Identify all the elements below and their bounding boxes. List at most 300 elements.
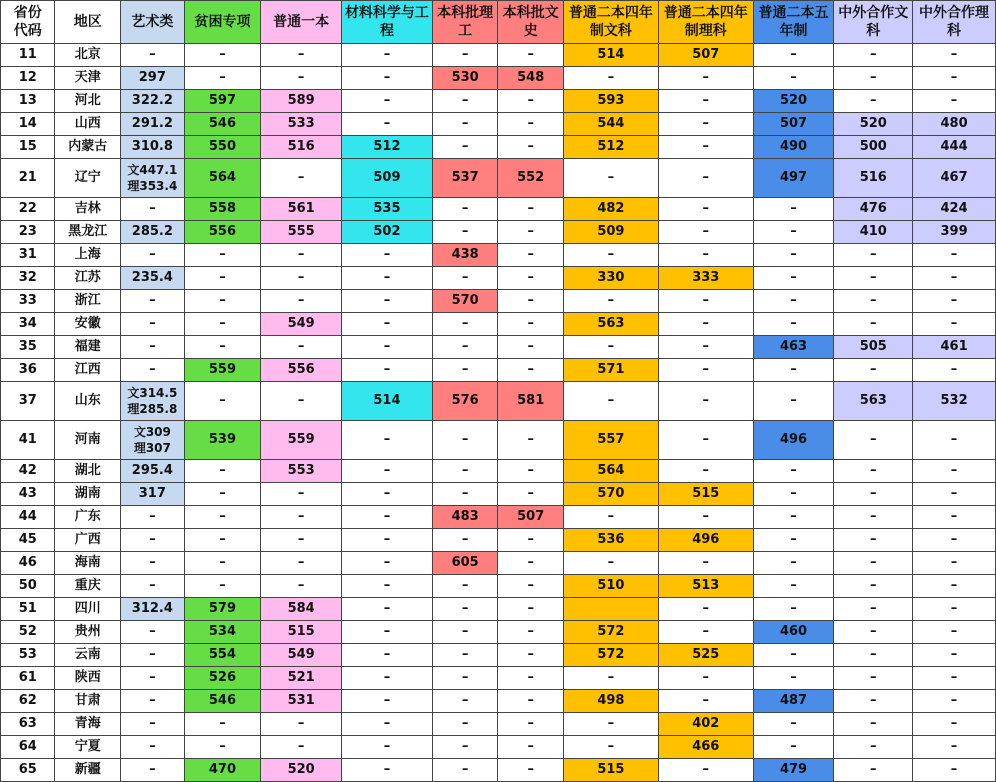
cell-normal: – bbox=[261, 506, 342, 529]
cell-art: 295.4 bbox=[121, 460, 185, 483]
cell-code: 63 bbox=[1, 713, 55, 736]
table-row bbox=[1, 690, 996, 713]
cell-cnsci: 480 bbox=[913, 113, 996, 136]
cell-five: 497 bbox=[753, 159, 834, 198]
cell-cnlit: 476 bbox=[834, 198, 913, 221]
cell-cnsci: – bbox=[913, 244, 996, 267]
cell-lit4: – bbox=[564, 713, 659, 736]
cell-mat: – bbox=[342, 244, 433, 267]
cell-sci4: – bbox=[658, 136, 753, 159]
cell-code: 61 bbox=[1, 667, 55, 690]
cell-normal: – bbox=[261, 159, 342, 198]
cell-cnsci: – bbox=[913, 736, 996, 759]
cell-cnsci: – bbox=[913, 759, 996, 782]
cell-mat: 514 bbox=[342, 382, 433, 421]
cell-region: 湖北 bbox=[55, 460, 121, 483]
cell-five: – bbox=[753, 736, 834, 759]
cell-region: 江苏 bbox=[55, 267, 121, 290]
cell-region: 广东 bbox=[55, 506, 121, 529]
cell-mat: – bbox=[342, 552, 433, 575]
table-row bbox=[1, 244, 996, 267]
cell-sci: – bbox=[432, 667, 498, 690]
table-row bbox=[1, 382, 996, 421]
cell-normal: 584 bbox=[261, 598, 342, 621]
cell-cnlit: – bbox=[834, 759, 913, 782]
cell-code: 51 bbox=[1, 598, 55, 621]
cell-art: – bbox=[121, 736, 185, 759]
cell-code: 11 bbox=[1, 44, 55, 67]
cell-cnlit: – bbox=[834, 667, 913, 690]
table-row bbox=[1, 529, 996, 552]
cell-art: – bbox=[121, 759, 185, 782]
cell-art: 文314.5 理285.8 bbox=[121, 382, 185, 421]
cell-five: 520 bbox=[753, 90, 834, 113]
cell-lit: – bbox=[498, 575, 564, 598]
cell-lit: – bbox=[498, 198, 564, 221]
cell-sci4: – bbox=[658, 506, 753, 529]
cell-region: 内蒙古 bbox=[55, 136, 121, 159]
cell-mat: 502 bbox=[342, 221, 433, 244]
cell-normal: – bbox=[261, 336, 342, 359]
cell-cnlit: – bbox=[834, 421, 913, 460]
cell-region: 海南 bbox=[55, 552, 121, 575]
cell-lit4: 572 bbox=[564, 621, 659, 644]
cell-poverty: – bbox=[184, 713, 261, 736]
cell-sci4: 507 bbox=[658, 44, 753, 67]
cell-cnlit: – bbox=[834, 267, 913, 290]
cell-region: 北京 bbox=[55, 44, 121, 67]
table-row bbox=[1, 44, 996, 67]
cell-lit4: – bbox=[564, 382, 659, 421]
cell-lit: – bbox=[498, 690, 564, 713]
cell-poverty: 550 bbox=[184, 136, 261, 159]
cell-region: 吉林 bbox=[55, 198, 121, 221]
cell-code: 31 bbox=[1, 244, 55, 267]
cell-lit: – bbox=[498, 221, 564, 244]
cell-five: 496 bbox=[753, 421, 834, 460]
cell-sci4: 496 bbox=[658, 529, 753, 552]
cell-five: – bbox=[753, 529, 834, 552]
cell-code: 37 bbox=[1, 382, 55, 421]
cell-region: 江西 bbox=[55, 359, 121, 382]
cell-five: – bbox=[753, 667, 834, 690]
cell-region: 广西 bbox=[55, 529, 121, 552]
cell-sci4: 515 bbox=[658, 483, 753, 506]
table-row bbox=[1, 644, 996, 667]
cell-sci4: – bbox=[658, 290, 753, 313]
cell-code: 33 bbox=[1, 290, 55, 313]
cell-lit4: 330 bbox=[564, 267, 659, 290]
cell-art: – bbox=[121, 575, 185, 598]
cell-mat: – bbox=[342, 736, 433, 759]
cell-sci4: – bbox=[658, 90, 753, 113]
cell-lit4: 498 bbox=[564, 690, 659, 713]
cell-mat: 512 bbox=[342, 136, 433, 159]
header-materials-science: 材料科学与工程 bbox=[342, 1, 433, 44]
cell-mat: – bbox=[342, 690, 433, 713]
cell-lit4 bbox=[564, 598, 659, 621]
header-poverty-special: 贫困专项 bbox=[184, 1, 261, 44]
cell-art: – bbox=[121, 313, 185, 336]
cell-code: 43 bbox=[1, 483, 55, 506]
cell-cnlit: – bbox=[834, 621, 913, 644]
cell-normal: 533 bbox=[261, 113, 342, 136]
cell-cnsci: – bbox=[913, 267, 996, 290]
cell-art: – bbox=[121, 290, 185, 313]
cell-sci: – bbox=[432, 313, 498, 336]
cell-cnlit: – bbox=[834, 90, 913, 113]
cell-cnsci: – bbox=[913, 460, 996, 483]
cell-lit4: – bbox=[564, 667, 659, 690]
cell-code: 65 bbox=[1, 759, 55, 782]
cell-sci4: – bbox=[658, 336, 753, 359]
cell-normal: – bbox=[261, 575, 342, 598]
cell-lit4: 482 bbox=[564, 198, 659, 221]
cell-cnsci: – bbox=[913, 598, 996, 621]
cell-sci: – bbox=[432, 736, 498, 759]
cell-cnlit: – bbox=[834, 460, 913, 483]
cell-cnlit: – bbox=[834, 359, 913, 382]
table-row bbox=[1, 552, 996, 575]
cell-poverty: 558 bbox=[184, 198, 261, 221]
cell-region: 福建 bbox=[55, 336, 121, 359]
cell-mat: – bbox=[342, 621, 433, 644]
cell-sci: – bbox=[432, 113, 498, 136]
cell-normal: 556 bbox=[261, 359, 342, 382]
cell-normal: 559 bbox=[261, 421, 342, 460]
cell-cnlit: 520 bbox=[834, 113, 913, 136]
cell-cnlit: – bbox=[834, 483, 913, 506]
cell-sci: – bbox=[432, 267, 498, 290]
cell-lit: 552 bbox=[498, 159, 564, 198]
cell-lit: – bbox=[498, 290, 564, 313]
cell-five: – bbox=[753, 244, 834, 267]
cell-normal: 549 bbox=[261, 313, 342, 336]
cell-poverty: – bbox=[184, 483, 261, 506]
cell-sci4: – bbox=[658, 221, 753, 244]
cell-sci4: – bbox=[658, 421, 753, 460]
cell-lit4: 514 bbox=[564, 44, 659, 67]
table-row bbox=[1, 336, 996, 359]
cell-region: 河南 bbox=[55, 421, 121, 460]
cell-art: – bbox=[121, 506, 185, 529]
cell-lit4: 536 bbox=[564, 529, 659, 552]
cell-cnlit: – bbox=[834, 736, 913, 759]
cell-cnlit: – bbox=[834, 713, 913, 736]
cell-sci: – bbox=[432, 621, 498, 644]
cell-lit: – bbox=[498, 359, 564, 382]
cell-art: – bbox=[121, 198, 185, 221]
table-row bbox=[1, 267, 996, 290]
cell-lit: – bbox=[498, 113, 564, 136]
cell-normal: – bbox=[261, 244, 342, 267]
cell-sci4: 333 bbox=[658, 267, 753, 290]
cell-normal: – bbox=[261, 713, 342, 736]
cell-five: – bbox=[753, 506, 834, 529]
cell-five: – bbox=[753, 552, 834, 575]
cell-sci4: – bbox=[658, 198, 753, 221]
header-second-tier-4yr-science: 普通二本四年制理科 bbox=[658, 1, 753, 44]
cell-cnsci: – bbox=[913, 621, 996, 644]
cell-poverty: – bbox=[184, 736, 261, 759]
table-row bbox=[1, 159, 996, 198]
cell-normal: – bbox=[261, 529, 342, 552]
cell-cnlit: – bbox=[834, 598, 913, 621]
cell-region: 重庆 bbox=[55, 575, 121, 598]
cell-art: – bbox=[121, 44, 185, 67]
cell-art: – bbox=[121, 713, 185, 736]
cell-sci4: – bbox=[658, 113, 753, 136]
cell-cnsci: 424 bbox=[913, 198, 996, 221]
table-row bbox=[1, 221, 996, 244]
cell-normal: 520 bbox=[261, 759, 342, 782]
cell-five: 490 bbox=[753, 136, 834, 159]
cell-code: 44 bbox=[1, 506, 55, 529]
cell-five: – bbox=[753, 44, 834, 67]
cell-five: 487 bbox=[753, 690, 834, 713]
cell-five: – bbox=[753, 221, 834, 244]
cell-sci: – bbox=[432, 359, 498, 382]
cell-mat: – bbox=[342, 598, 433, 621]
header-second-tier-5yr: 普通二本五年制 bbox=[753, 1, 834, 44]
cell-region: 宁夏 bbox=[55, 736, 121, 759]
cell-cnsci: – bbox=[913, 90, 996, 113]
cell-normal: 555 bbox=[261, 221, 342, 244]
cell-sci4: – bbox=[658, 690, 753, 713]
cell-cnsci: – bbox=[913, 575, 996, 598]
cell-lit4: 593 bbox=[564, 90, 659, 113]
table-row bbox=[1, 506, 996, 529]
cell-normal: 549 bbox=[261, 644, 342, 667]
cell-normal: – bbox=[261, 267, 342, 290]
cell-sci4: 402 bbox=[658, 713, 753, 736]
cell-cnlit: – bbox=[834, 529, 913, 552]
cell-mat: – bbox=[342, 313, 433, 336]
table-row bbox=[1, 136, 996, 159]
cell-art: 285.2 bbox=[121, 221, 185, 244]
cell-lit4: 544 bbox=[564, 113, 659, 136]
cell-lit: – bbox=[498, 44, 564, 67]
cell-sci4: – bbox=[658, 552, 753, 575]
cell-five: – bbox=[753, 382, 834, 421]
cell-lit4: – bbox=[564, 506, 659, 529]
cell-code: 42 bbox=[1, 460, 55, 483]
cell-region: 新疆 bbox=[55, 759, 121, 782]
cell-mat: – bbox=[342, 44, 433, 67]
cell-lit: – bbox=[498, 552, 564, 575]
cell-lit: – bbox=[498, 621, 564, 644]
header-joint-program-arts: 中外合作文科 bbox=[834, 1, 913, 44]
cell-mat: – bbox=[342, 460, 433, 483]
cell-five: – bbox=[753, 598, 834, 621]
cell-lit4: 557 bbox=[564, 421, 659, 460]
header-second-tier-4yr-arts: 普通二本四年制文科 bbox=[564, 1, 659, 44]
cell-lit: – bbox=[498, 336, 564, 359]
cell-poverty: – bbox=[184, 336, 261, 359]
cell-five: 463 bbox=[753, 336, 834, 359]
cell-normal: – bbox=[261, 736, 342, 759]
cell-code: 64 bbox=[1, 736, 55, 759]
cell-mat: – bbox=[342, 290, 433, 313]
cell-sci4: – bbox=[658, 313, 753, 336]
cell-cnsci: – bbox=[913, 67, 996, 90]
cell-poverty: 539 bbox=[184, 421, 261, 460]
cell-mat: – bbox=[342, 421, 433, 460]
cell-cnlit: – bbox=[834, 244, 913, 267]
cell-lit: 507 bbox=[498, 506, 564, 529]
cell-normal: 515 bbox=[261, 621, 342, 644]
cell-mat: – bbox=[342, 336, 433, 359]
cell-sci: – bbox=[432, 421, 498, 460]
cell-sci: – bbox=[432, 690, 498, 713]
cell-code: 46 bbox=[1, 552, 55, 575]
table-row bbox=[1, 575, 996, 598]
cell-lit4: – bbox=[564, 244, 659, 267]
cell-sci4: 513 bbox=[658, 575, 753, 598]
cell-region: 辽宁 bbox=[55, 159, 121, 198]
cell-lit: – bbox=[498, 267, 564, 290]
cell-five: – bbox=[753, 713, 834, 736]
cell-poverty: – bbox=[184, 529, 261, 552]
cell-sci4: – bbox=[658, 382, 753, 421]
cell-normal: – bbox=[261, 290, 342, 313]
cell-lit4: – bbox=[564, 290, 659, 313]
cell-cnlit: 410 bbox=[834, 221, 913, 244]
cell-region: 湖南 bbox=[55, 483, 121, 506]
cell-cnlit: – bbox=[834, 552, 913, 575]
cell-cnlit: – bbox=[834, 575, 913, 598]
cell-art: 297 bbox=[121, 67, 185, 90]
cell-cnsci: – bbox=[913, 644, 996, 667]
cell-mat: – bbox=[342, 67, 433, 90]
table-row bbox=[1, 598, 996, 621]
cell-cnsci: 399 bbox=[913, 221, 996, 244]
cell-cnsci: – bbox=[913, 44, 996, 67]
cell-sci: 483 bbox=[432, 506, 498, 529]
cell-five: – bbox=[753, 198, 834, 221]
cell-poverty: – bbox=[184, 44, 261, 67]
cell-art: 文447.1 理353.4 bbox=[121, 159, 185, 198]
cell-region: 天津 bbox=[55, 67, 121, 90]
cell-poverty: – bbox=[184, 460, 261, 483]
cell-sci: 576 bbox=[432, 382, 498, 421]
cell-five: – bbox=[753, 359, 834, 382]
cell-lit: – bbox=[498, 421, 564, 460]
cell-cnlit: – bbox=[834, 506, 913, 529]
cell-code: 34 bbox=[1, 313, 55, 336]
cell-poverty: 546 bbox=[184, 690, 261, 713]
cell-cnlit: 505 bbox=[834, 336, 913, 359]
cell-poverty: 534 bbox=[184, 621, 261, 644]
cell-mat: – bbox=[342, 483, 433, 506]
cell-five: – bbox=[753, 483, 834, 506]
cell-lit: 548 bbox=[498, 67, 564, 90]
cell-region: 黑龙江 bbox=[55, 221, 121, 244]
cell-normal: 561 bbox=[261, 198, 342, 221]
cell-code: 35 bbox=[1, 336, 55, 359]
cell-mat: – bbox=[342, 575, 433, 598]
cell-lit4: 510 bbox=[564, 575, 659, 598]
cell-lit: – bbox=[498, 759, 564, 782]
cell-art: – bbox=[121, 552, 185, 575]
cell-lit: – bbox=[498, 644, 564, 667]
cell-poverty: 526 bbox=[184, 667, 261, 690]
cell-lit: – bbox=[498, 244, 564, 267]
header-row bbox=[1, 1, 996, 44]
cell-poverty: – bbox=[184, 267, 261, 290]
cell-five: 479 bbox=[753, 759, 834, 782]
cell-normal: – bbox=[261, 483, 342, 506]
cell-cnsci: 467 bbox=[913, 159, 996, 198]
cell-cnsci: – bbox=[913, 506, 996, 529]
cell-normal: – bbox=[261, 67, 342, 90]
cell-lit: 581 bbox=[498, 382, 564, 421]
cell-mat: – bbox=[342, 644, 433, 667]
cell-code: 50 bbox=[1, 575, 55, 598]
cell-poverty: – bbox=[184, 290, 261, 313]
cell-normal: – bbox=[261, 382, 342, 421]
header-region: 地区 bbox=[55, 1, 121, 44]
cell-code: 22 bbox=[1, 198, 55, 221]
cell-five: – bbox=[753, 290, 834, 313]
cell-sci: – bbox=[432, 90, 498, 113]
cell-lit4: – bbox=[564, 159, 659, 198]
table-row bbox=[1, 90, 996, 113]
cell-mat: – bbox=[342, 506, 433, 529]
cell-lit4: 564 bbox=[564, 460, 659, 483]
cell-poverty: – bbox=[184, 506, 261, 529]
cell-art: – bbox=[121, 529, 185, 552]
cell-sci4: – bbox=[658, 159, 753, 198]
cell-mat: – bbox=[342, 759, 433, 782]
cell-lit: – bbox=[498, 598, 564, 621]
cell-cnlit: 500 bbox=[834, 136, 913, 159]
cell-lit4: 572 bbox=[564, 644, 659, 667]
cell-code: 14 bbox=[1, 113, 55, 136]
table-row bbox=[1, 621, 996, 644]
table-row bbox=[1, 460, 996, 483]
cell-cnsci: – bbox=[913, 713, 996, 736]
header-province-code: 省份 代码 bbox=[1, 1, 55, 44]
cell-sci4: – bbox=[658, 598, 753, 621]
cell-lit4: 512 bbox=[564, 136, 659, 159]
cell-cnlit: – bbox=[834, 290, 913, 313]
header-regular-first-tier: 普通一本 bbox=[261, 1, 342, 44]
cell-cnsci: – bbox=[913, 483, 996, 506]
cell-sci4: 466 bbox=[658, 736, 753, 759]
cell-lit4: 563 bbox=[564, 313, 659, 336]
cell-cnlit: 563 bbox=[834, 382, 913, 421]
cell-poverty: 579 bbox=[184, 598, 261, 621]
cell-sci4: – bbox=[658, 759, 753, 782]
cell-cnsci: 444 bbox=[913, 136, 996, 159]
cell-sci: 570 bbox=[432, 290, 498, 313]
table-row bbox=[1, 113, 996, 136]
table-row bbox=[1, 759, 996, 782]
cell-cnsci: – bbox=[913, 667, 996, 690]
cell-cnlit: – bbox=[834, 313, 913, 336]
cell-region: 青海 bbox=[55, 713, 121, 736]
cell-sci: – bbox=[432, 44, 498, 67]
cell-art: – bbox=[121, 644, 185, 667]
cell-sci: – bbox=[432, 713, 498, 736]
table-row bbox=[1, 483, 996, 506]
cell-code: 15 bbox=[1, 136, 55, 159]
cell-art: – bbox=[121, 690, 185, 713]
cell-cnsci: 532 bbox=[913, 382, 996, 421]
cell-sci: 438 bbox=[432, 244, 498, 267]
cell-normal: 516 bbox=[261, 136, 342, 159]
